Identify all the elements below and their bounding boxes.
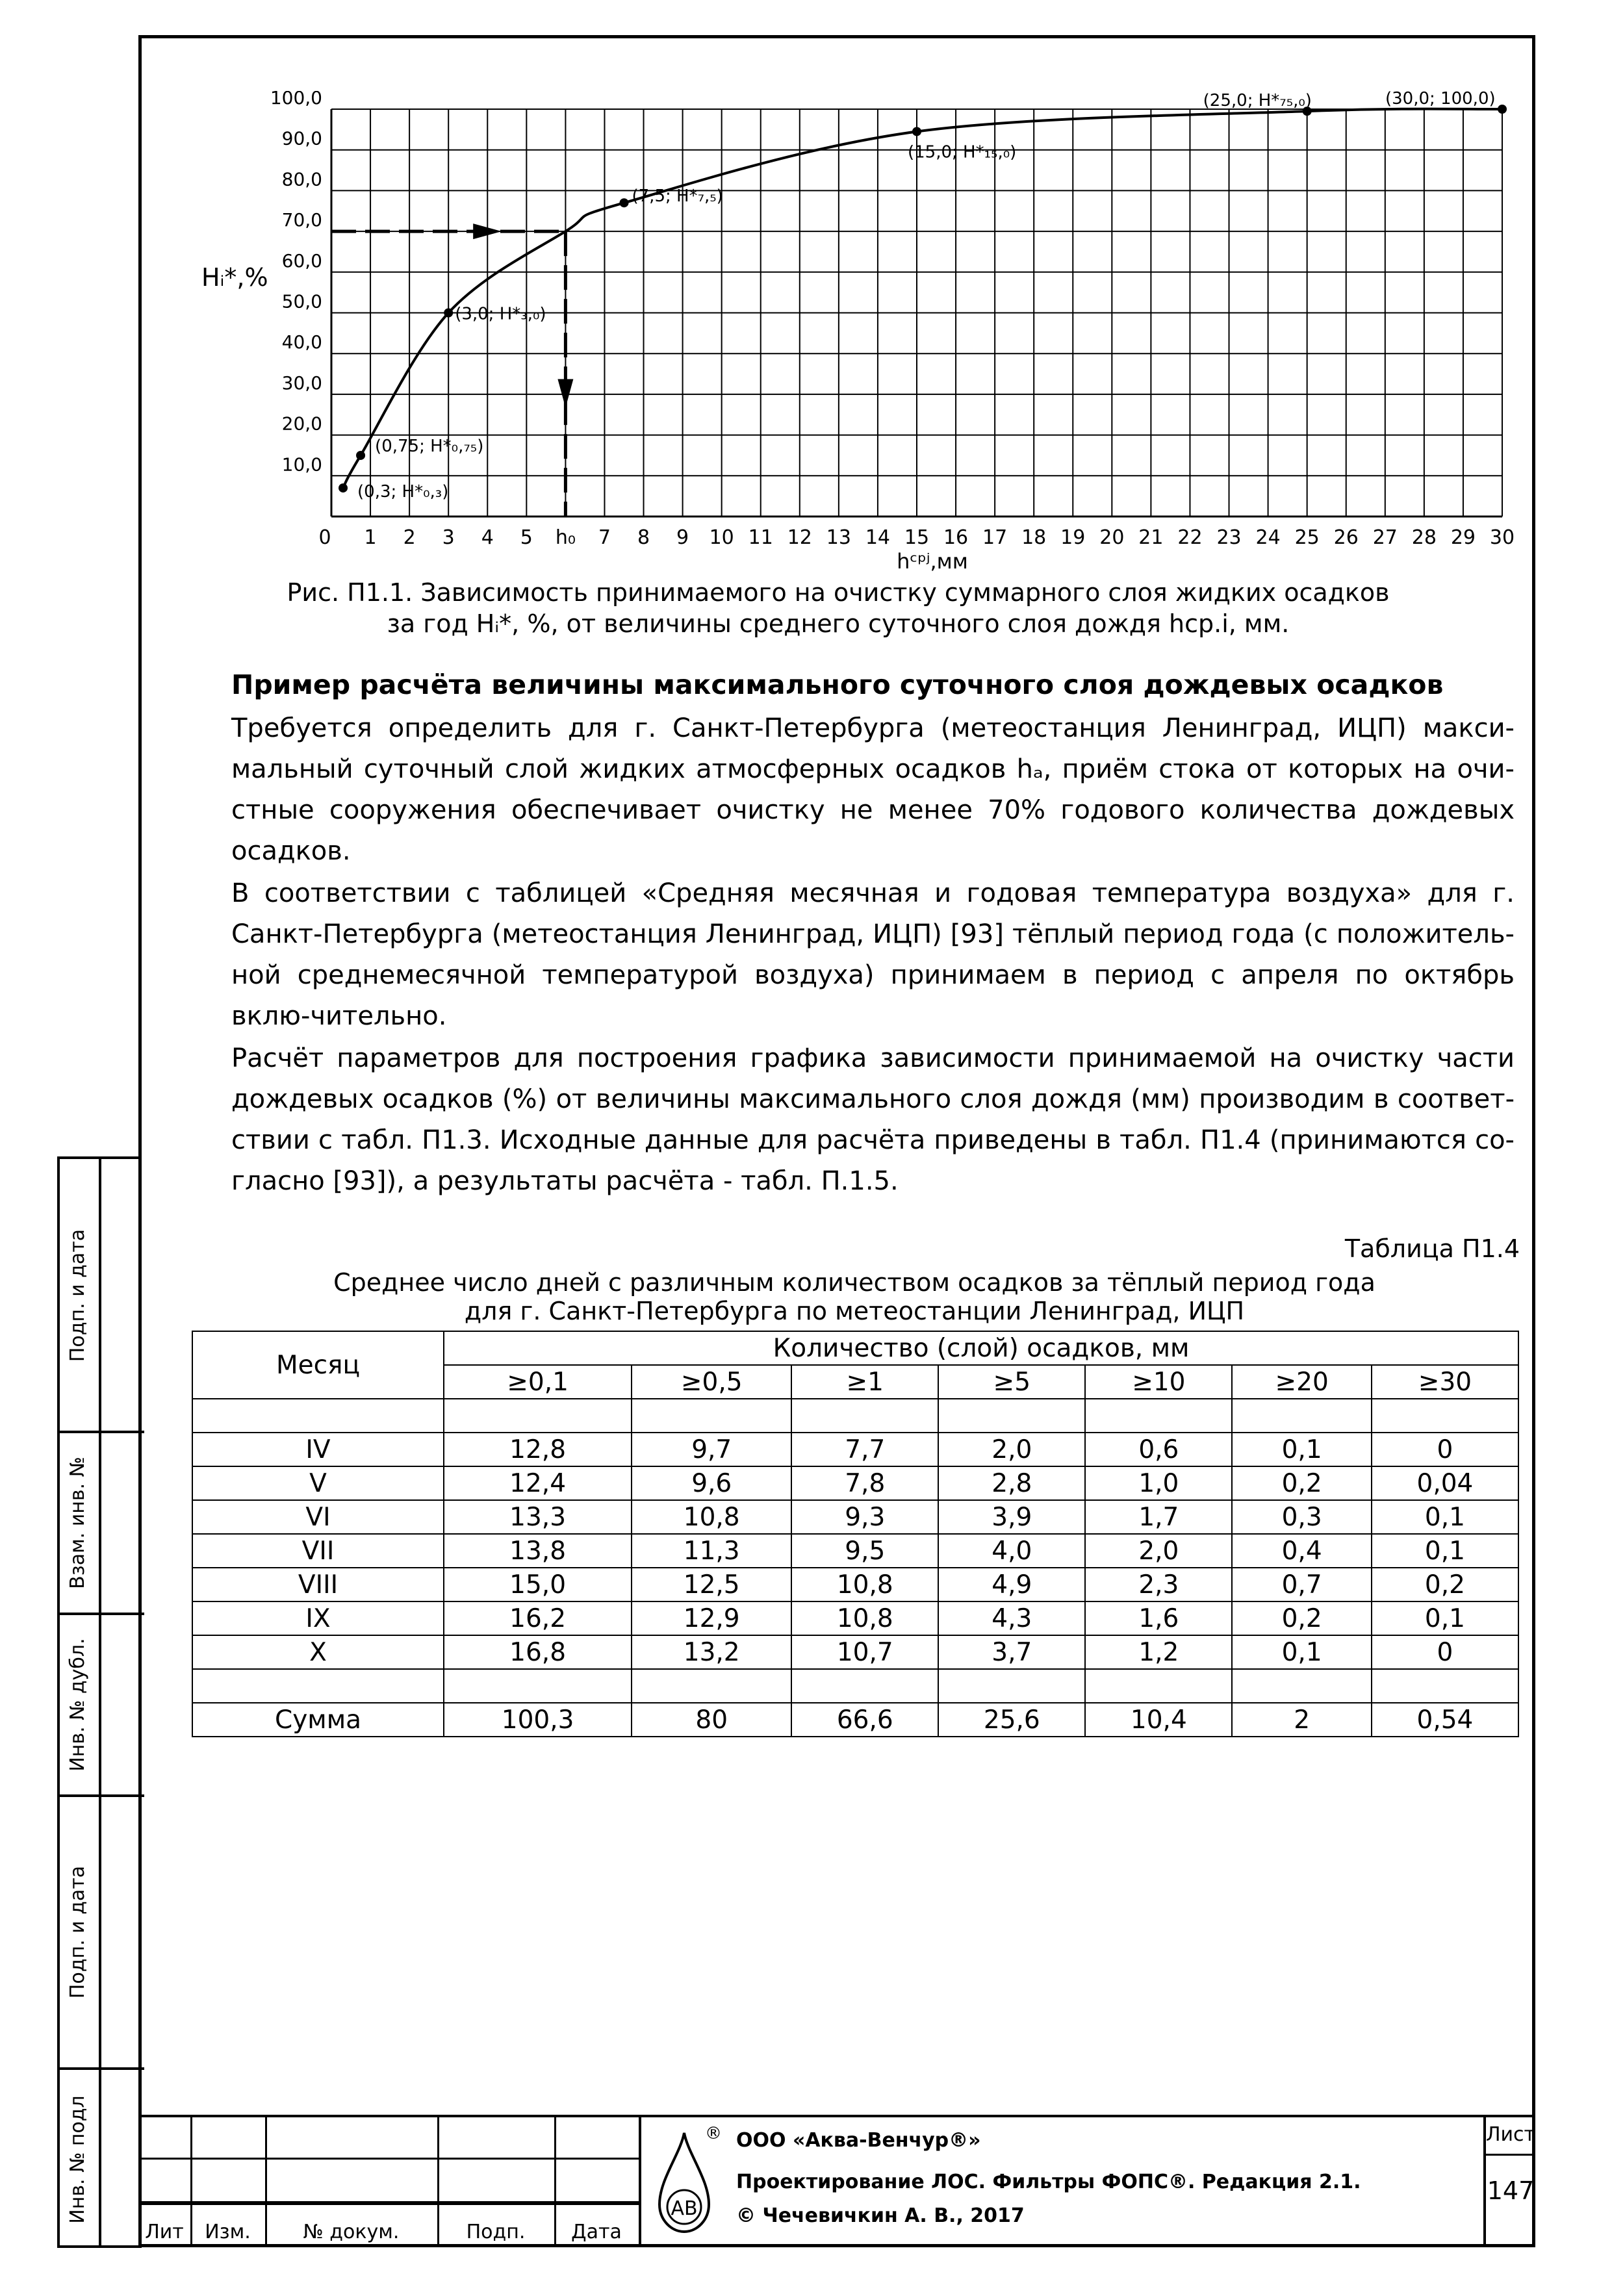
table-cell: 66,6 bbox=[791, 1703, 938, 1737]
data-point bbox=[356, 451, 365, 460]
x-tick-label: 22 bbox=[1177, 526, 1203, 549]
paragraph: В соответствии с таблицей «Средняя месячная и годовая температура воздуха» для г. Санкт-Петербурга (метеостанция Ленинград, ИЦП) [93] тёплый период года (с положитель-ной среднемесячной температурой воздуха) принимаем в период с апреля по октябрь вклю-чительно. bbox=[231, 878, 1515, 1031]
title-block-label: Дата bbox=[571, 2221, 622, 2243]
table-cell: 0 bbox=[1372, 1635, 1518, 1669]
table-number: Таблица П1.4 bbox=[1344, 1234, 1520, 1263]
table-cell: 10,8 bbox=[632, 1500, 791, 1534]
y-tick-label: 40,0 bbox=[281, 331, 322, 353]
table-cell: 9,6 bbox=[632, 1466, 791, 1500]
table-cell: 12,8 bbox=[444, 1433, 632, 1466]
arrow-head bbox=[557, 379, 573, 408]
table-cell: 9,7 bbox=[632, 1433, 791, 1466]
x-tick-label: 26 bbox=[1333, 526, 1359, 549]
table-cell: 13,3 bbox=[444, 1500, 632, 1534]
y-tick-label: 10,0 bbox=[281, 453, 322, 476]
side-stamp-label: Подп. и дата bbox=[66, 1865, 89, 1999]
x-tick-label: 10 bbox=[709, 526, 734, 549]
table-cell: VIII bbox=[192, 1568, 444, 1601]
sheet-number: 147 bbox=[1487, 2176, 1535, 2205]
table-cell: 1,0 bbox=[1085, 1466, 1232, 1500]
table-cell: VI bbox=[192, 1500, 444, 1534]
table-cell: VII bbox=[192, 1534, 444, 1568]
table-title bbox=[192, 1267, 1517, 1324]
table-cell: 4,9 bbox=[938, 1568, 1085, 1601]
data-label: (3,0; H*₃,₀) bbox=[455, 304, 546, 324]
table-cell: 0,04 bbox=[1372, 1466, 1518, 1500]
table-row bbox=[192, 1433, 1518, 1466]
table-cell: 10,7 bbox=[791, 1635, 938, 1669]
table-cell: 11,3 bbox=[632, 1534, 791, 1568]
data-point bbox=[444, 309, 453, 318]
y-tick-label: 80,0 bbox=[281, 168, 322, 190]
title-block-label: Подп. bbox=[466, 2221, 526, 2243]
x-tick-label: 14 bbox=[865, 526, 891, 549]
table-cell: 1,7 bbox=[1085, 1500, 1232, 1534]
y-tick-label: 100,0 bbox=[270, 91, 322, 108]
x-tick-label: 15 bbox=[904, 526, 930, 549]
table-cell: 1,2 bbox=[1085, 1635, 1232, 1669]
table-cell: IV bbox=[192, 1433, 444, 1466]
table-cell: 10,8 bbox=[791, 1568, 938, 1601]
company-name: ООО «Аква-Венчур®» bbox=[736, 2129, 981, 2152]
data-label: (0,3; H*₀,₃) bbox=[357, 482, 449, 502]
table-cell: 2,8 bbox=[938, 1466, 1085, 1500]
table-cell: 100,3 bbox=[444, 1703, 632, 1737]
x-tick-label: 12 bbox=[787, 526, 812, 549]
month-header: Месяц bbox=[192, 1331, 444, 1399]
title-block-label: Лит bbox=[145, 2221, 184, 2243]
table-cell: 0,3 bbox=[1232, 1500, 1372, 1534]
x-tick-label: 3 bbox=[442, 526, 455, 549]
y-tick-label: 90,0 bbox=[281, 127, 322, 149]
figure-caption-line1: Рис. П1.1. Зависимость принимаемого на очистку суммарного слоя жидких осадков bbox=[287, 578, 1390, 607]
table-cell: 16,2 bbox=[444, 1601, 632, 1635]
table-cell: 2 bbox=[1232, 1703, 1372, 1737]
table-cell: 0,4 bbox=[1232, 1534, 1372, 1568]
column-header: ≥5 bbox=[938, 1365, 1085, 1399]
x-tick-label: 28 bbox=[1411, 526, 1437, 549]
table-row bbox=[192, 1500, 1518, 1534]
table-empty-row bbox=[192, 1669, 1518, 1703]
table-cell: 3,7 bbox=[938, 1635, 1085, 1669]
table-cell: 0,7 bbox=[1232, 1568, 1372, 1601]
table-cell: X bbox=[192, 1635, 444, 1669]
table-cell: 25,6 bbox=[938, 1703, 1085, 1737]
data-point bbox=[912, 127, 921, 136]
x-tick-label: 4 bbox=[481, 526, 494, 549]
title-block-label: № докум. bbox=[303, 2221, 400, 2243]
table-cell: 9,3 bbox=[791, 1500, 938, 1534]
x-tick-label: 5 bbox=[520, 526, 533, 549]
side-stamp-label: Инв. № дубл. bbox=[66, 1638, 89, 1772]
project-name: Проектирование ЛОС. Фильтры ФОПС®. Редакция 2.1. bbox=[736, 2171, 1361, 2193]
side-stamp bbox=[57, 1156, 142, 2248]
paragraph: Расчёт параметров для построения графика зависимости принимаемой на очистку части дождевых осадков (%) от величины максимального слоя дождя (мм) производим в соответ-ствии с табл. П1.3. Исходные данные для расчёта приведены в табл. П1.4 (принимаются со-гласно [93]), а результаты расчёта - табл. П.1.5. bbox=[231, 1043, 1515, 1196]
copyright: © Чечевичкин А. В., 2017 bbox=[736, 2204, 1025, 2227]
sheet-label: Лист bbox=[1486, 2123, 1536, 2146]
chart-xlabel: hᶜᵖʲ,мм bbox=[897, 549, 968, 574]
table-cell: 12,9 bbox=[632, 1601, 791, 1635]
figure-caption-line2: за год Hᵢ*, %, от величины среднего суточного слоя дождя hcp.i, мм. bbox=[387, 609, 1290, 638]
column-header: ≥0,5 bbox=[632, 1365, 791, 1399]
x-tick-label: 27 bbox=[1372, 526, 1398, 549]
x-tick-label: 23 bbox=[1216, 526, 1242, 549]
table-cell: V bbox=[192, 1466, 444, 1500]
figure-caption bbox=[214, 577, 1462, 639]
data-label: (15,0; H*₁₅,₀) bbox=[908, 142, 1017, 162]
side-stamp-label: Взам. инв. № bbox=[66, 1457, 89, 1589]
x-tick-label: 17 bbox=[982, 526, 1008, 549]
table-cell: 0,1 bbox=[1232, 1433, 1372, 1466]
x-tick-label: 19 bbox=[1060, 526, 1086, 549]
chart-curve bbox=[343, 109, 1502, 489]
data-point bbox=[620, 198, 629, 207]
x-tick-label: 16 bbox=[943, 526, 969, 549]
title-block bbox=[138, 2115, 1535, 2247]
table-cell: Сумма bbox=[192, 1703, 444, 1737]
table-title-line2: для г. Санкт-Петербурга по метеостанции Ленинград, ИЦП bbox=[464, 1297, 1245, 1325]
table-row bbox=[192, 1466, 1518, 1500]
x-tick-label: 18 bbox=[1021, 526, 1047, 549]
data-point bbox=[1498, 105, 1507, 114]
x-tick-label: 20 bbox=[1099, 526, 1125, 549]
y-tick-label: 50,0 bbox=[281, 290, 322, 313]
table-row bbox=[192, 1534, 1518, 1568]
body-text bbox=[231, 708, 1515, 1202]
table-cell: IX bbox=[192, 1601, 444, 1635]
table-cell: 2,0 bbox=[938, 1433, 1085, 1466]
table-cell: 13,2 bbox=[632, 1635, 791, 1669]
table-cell: 15,0 bbox=[444, 1568, 632, 1601]
table-cell: 12,4 bbox=[444, 1466, 632, 1500]
table-cell: 2,3 bbox=[1085, 1568, 1232, 1601]
x-tick-label: 30 bbox=[1489, 526, 1515, 549]
data-label: (30,0; 100,0) bbox=[1385, 91, 1496, 108]
table-cell: 0,6 bbox=[1085, 1433, 1232, 1466]
y-tick-label: 20,0 bbox=[281, 413, 322, 435]
table-header-row bbox=[192, 1331, 1518, 1365]
x-tick-label: 7 bbox=[598, 526, 611, 549]
table-sum-row bbox=[192, 1703, 1518, 1737]
x-tick-label: h₀ bbox=[555, 526, 576, 549]
company-logo bbox=[652, 2128, 717, 2238]
x-tick-label: 21 bbox=[1138, 526, 1164, 549]
side-stamp-label: Инв. № подл bbox=[66, 2095, 89, 2224]
table-cell: 0,1 bbox=[1372, 1534, 1518, 1568]
column-header: ≥0,1 bbox=[444, 1365, 632, 1399]
table-cell: 4,0 bbox=[938, 1534, 1085, 1568]
column-header: ≥1 bbox=[791, 1365, 938, 1399]
section-heading: Пример расчёта величины максимального суточного слоя дождевых осадков bbox=[231, 669, 1444, 700]
column-header: ≥20 bbox=[1232, 1365, 1372, 1399]
table-title-line1: Среднее число дней с различным количеством осадков за тёплый период года bbox=[333, 1268, 1375, 1297]
x-tick-label: 25 bbox=[1294, 526, 1320, 549]
logo-text: АВ bbox=[671, 2197, 698, 2220]
table-row bbox=[192, 1635, 1518, 1669]
side-stamp-label: Подп. и дата bbox=[66, 1229, 89, 1362]
data-point bbox=[339, 483, 348, 492]
x-tick-label: 13 bbox=[826, 526, 851, 549]
data-label: (0,75; H*₀,₇₅) bbox=[375, 436, 484, 456]
table-cell: 2,0 bbox=[1085, 1534, 1232, 1568]
x-tick-label: 11 bbox=[748, 526, 773, 549]
table-empty-row bbox=[192, 1399, 1518, 1433]
table-cell: 13,8 bbox=[444, 1534, 632, 1568]
table-cell: 80 bbox=[632, 1703, 791, 1737]
chart-ylabel: Hᵢ*,% bbox=[201, 263, 268, 292]
column-header: ≥10 bbox=[1085, 1365, 1232, 1399]
x-tick-label: 1 bbox=[364, 526, 377, 549]
title-block-label: Изм. bbox=[205, 2221, 251, 2243]
table-cell: 0,1 bbox=[1232, 1635, 1372, 1669]
column-header: ≥30 bbox=[1372, 1365, 1518, 1399]
table-cell: 7,8 bbox=[791, 1466, 938, 1500]
group-header: Количество (слой) осадков, мм bbox=[444, 1331, 1518, 1365]
table-cell: 7,7 bbox=[791, 1433, 938, 1466]
table-cell: 10,4 bbox=[1085, 1703, 1232, 1737]
table-cell: 0,1 bbox=[1372, 1601, 1518, 1635]
table-cell: 0 bbox=[1372, 1433, 1518, 1466]
table-cell: 1,6 bbox=[1085, 1601, 1232, 1635]
table-cell: 0,2 bbox=[1372, 1568, 1518, 1601]
chart bbox=[182, 91, 1520, 585]
x-tick-label: 2 bbox=[403, 526, 416, 549]
table-cell: 0,1 bbox=[1372, 1500, 1518, 1534]
y-tick-label: 70,0 bbox=[281, 209, 322, 231]
table-cell: 3,9 bbox=[938, 1500, 1085, 1534]
table-cell: 0,2 bbox=[1232, 1466, 1372, 1500]
table-cell: 0,2 bbox=[1232, 1601, 1372, 1635]
table-cell: 12,5 bbox=[632, 1568, 791, 1601]
table-row bbox=[192, 1601, 1518, 1635]
x-tick-label: 8 bbox=[637, 526, 650, 549]
table-cell: 0,54 bbox=[1372, 1703, 1518, 1737]
table-cell: 4,3 bbox=[938, 1601, 1085, 1635]
y-tick-label: 30,0 bbox=[281, 372, 322, 394]
table-cell: 16,8 bbox=[444, 1635, 632, 1669]
registered-mark: ® bbox=[705, 2124, 722, 2143]
table-cell: 10,8 bbox=[791, 1601, 938, 1635]
y-tick-label: 60,0 bbox=[281, 249, 322, 272]
table-row bbox=[192, 1568, 1518, 1601]
x-tick-label: 9 bbox=[676, 526, 689, 549]
precipitation-table bbox=[192, 1331, 1519, 1737]
x-tick-label: 0 bbox=[318, 526, 331, 549]
data-label: (25,0; H*₇₅,₀) bbox=[1203, 91, 1312, 111]
x-tick-label: 24 bbox=[1255, 526, 1281, 549]
paragraph: Требуется определить для г. Санкт-Петербурга (метеостанция Ленинград, ИЦП) макси-мальный суточный слой жидких атмосферных осадков hₐ, приём стока от которых на очи-стные сооружения обеспечивает очистку не менее 70% годового количества дождевых осадков. bbox=[231, 713, 1515, 866]
table-cell: 9,5 bbox=[791, 1534, 938, 1568]
data-label: (7,5; H*₇,₅) bbox=[632, 186, 723, 207]
x-tick-label: 29 bbox=[1450, 526, 1476, 549]
